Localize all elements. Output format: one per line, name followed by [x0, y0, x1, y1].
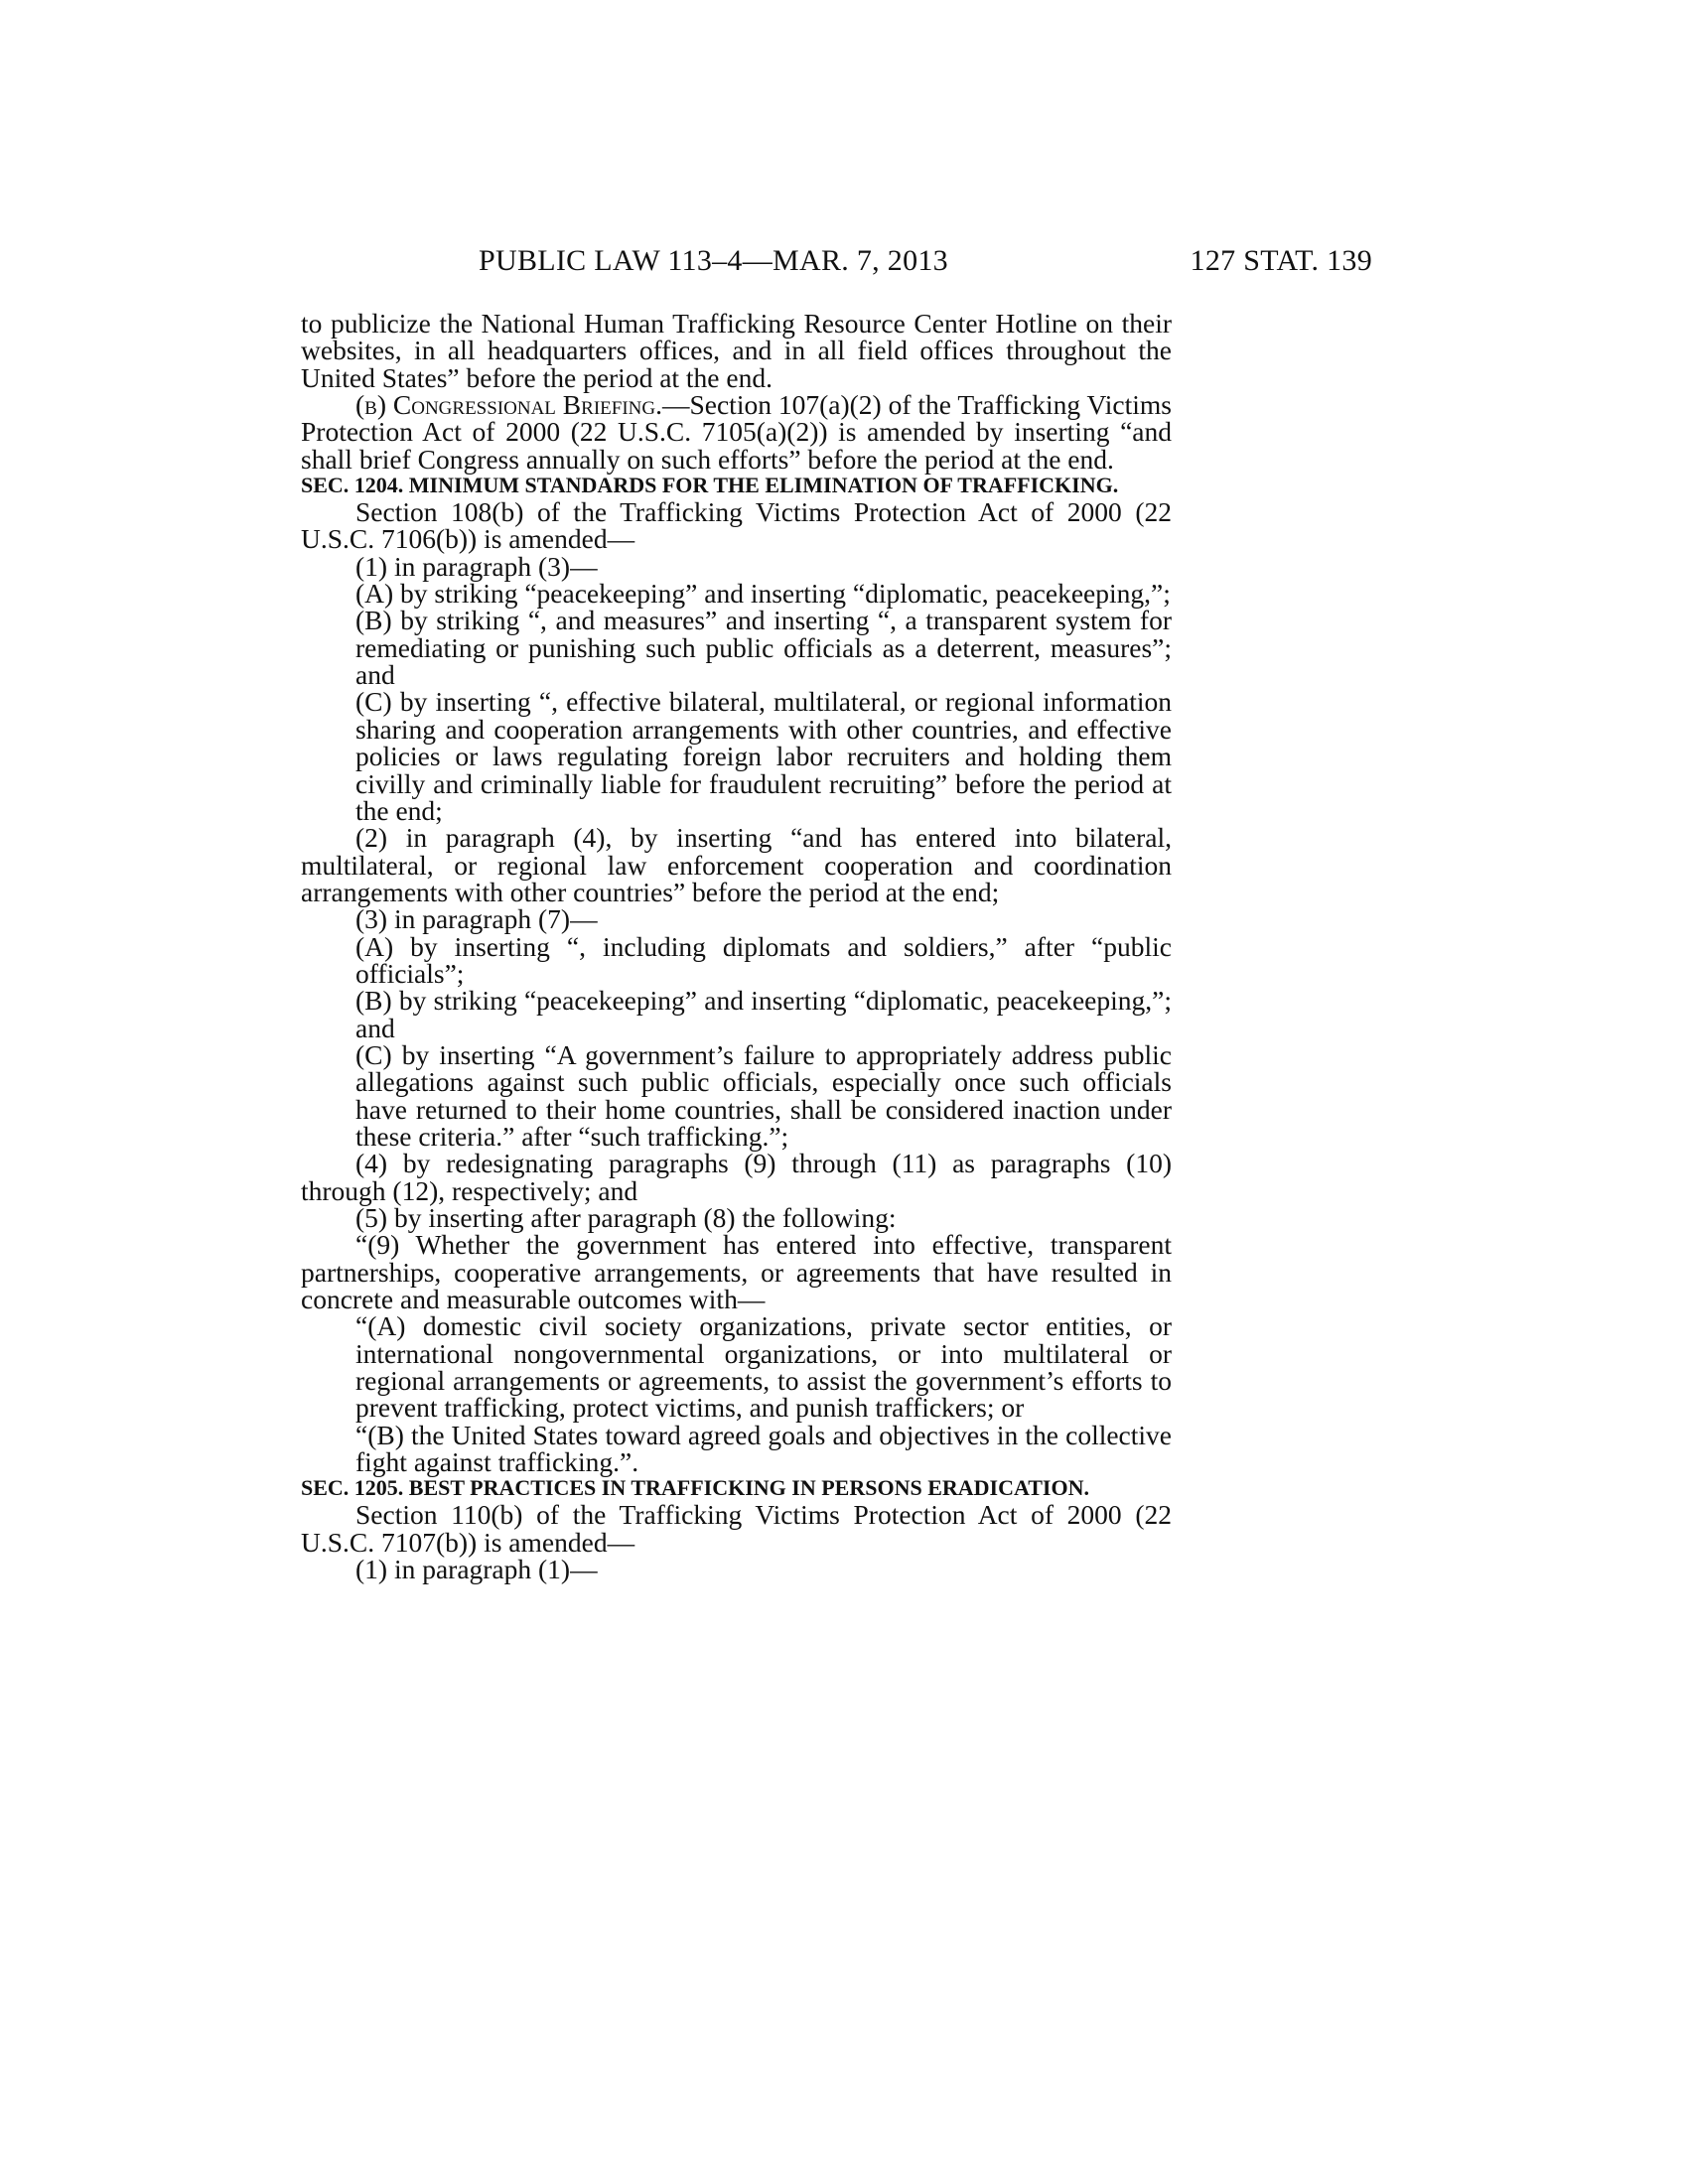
header-public-law: PUBLIC LAW 113–4—MAR. 7, 2013	[479, 244, 948, 277]
paragraph: (2) in paragraph (4), by inserting “and has entered into bilateral, multilateral, or regional law enforcement cooperation and coordination arrangements with other countries” before the period at the end;	[301, 822, 1172, 907]
paragraph: (A) by striking “peacekeeping” and inserting “diplomatic, peacekeeping,”;	[355, 578, 1171, 610]
section-heading-1205: SEC. 1205. BEST PRACTICES IN TRAFFICKING IN PERSONS ERADICATION.	[301, 1475, 1089, 1501]
paragraph: “(9) Whether the government has entered into effective, transparent partnerships, cooperative arrangements, or agreements that have resulted in concrete and measurable outcomes with—	[301, 1229, 1172, 1315]
paragraph: “(B) the United States toward agreed goals and objectives in the collective fight against trafficking.”.	[355, 1419, 1172, 1478]
header-stat-page: 127 STAT. 139	[1190, 244, 1372, 277]
paragraph: (5) by inserting after paragraph (8) the following:	[355, 1202, 897, 1233]
paragraph-text: —Section 107(a)(2) of the Trafficking Victims Protection Act of 2000 (22 U.S.C. 7105(a)(2)) is amended by inserting “and shall brief Congress annually on such efforts” before the period at the end.	[301, 389, 1172, 475]
paragraph: (1) in paragraph (1)—	[355, 1554, 598, 1585]
paragraph-congressional-briefing	[301, 391, 1172, 473]
paragraph: Section 108(b) of the Trafficking Victims Protection Act of 2000 (22 U.S.C. 7106(b)) is amended—	[301, 496, 1172, 555]
paragraph: (C) by inserting “A government’s failure to appropriately address public allegations against such public officials, especially once such officials have returned to their home countries, shall be considered inaction under these criteria.” after “such trafficking.”;	[355, 1038, 1172, 1152]
paragraph: (B) by striking “, and measures” and inserting “, a transparent system for remediating or punishing such public officials as a deterrent, measures”; and	[355, 605, 1172, 691]
paragraph: (B) by striking “peacekeeping” and inserting “diplomatic, peacekeeping,”; and	[355, 985, 1172, 1043]
running-header	[479, 244, 1372, 284]
paragraph: (C) by inserting “, effective bilateral, multilateral, or regional information sharing and cooperation arrangements with other countries, and effective policies or laws regulating foreign labor recruiters and holding them civilly and criminally liable for fraudulent recruiting” before the period at the end;	[355, 686, 1172, 826]
paragraph: (3) in paragraph (7)—	[355, 903, 598, 935]
paragraph: (4) by redesignating paragraphs (9) through (11) as paragraphs (10) through (12), respectively; and	[301, 1148, 1172, 1206]
document-body	[301, 308, 1172, 1585]
paragraph: “(A) domestic civil society organizations, private sector entities, or international nongovernmental organizations, or into multilateral or regional arrangements or agreements, to assist the government’s efforts to prevent trafficking, protect victims, and punish traffickers; or	[355, 1310, 1172, 1424]
subsection-heading: (b) Congressional Briefing.	[355, 389, 662, 421]
paragraph: (1) in paragraph (3)—	[355, 550, 598, 582]
section-heading-1204: SEC. 1204. MINIMUM STANDARDS FOR THE ELIMINATION OF TRAFFICKING.	[301, 473, 1119, 498]
paragraph: to publicize the National Human Trafficking Resource Center Hotline on their websites, in all headquarters offices, and in all field offices throughout the United States” before the period at the end.	[301, 308, 1172, 393]
paragraph: (A) by inserting “, including diplomats and soldiers,” after “public officials”;	[355, 930, 1172, 989]
paragraph: Section 110(b) of the Trafficking Victims Protection Act of 2000 (22 U.S.C. 7107(b)) is amended—	[301, 1499, 1172, 1558]
